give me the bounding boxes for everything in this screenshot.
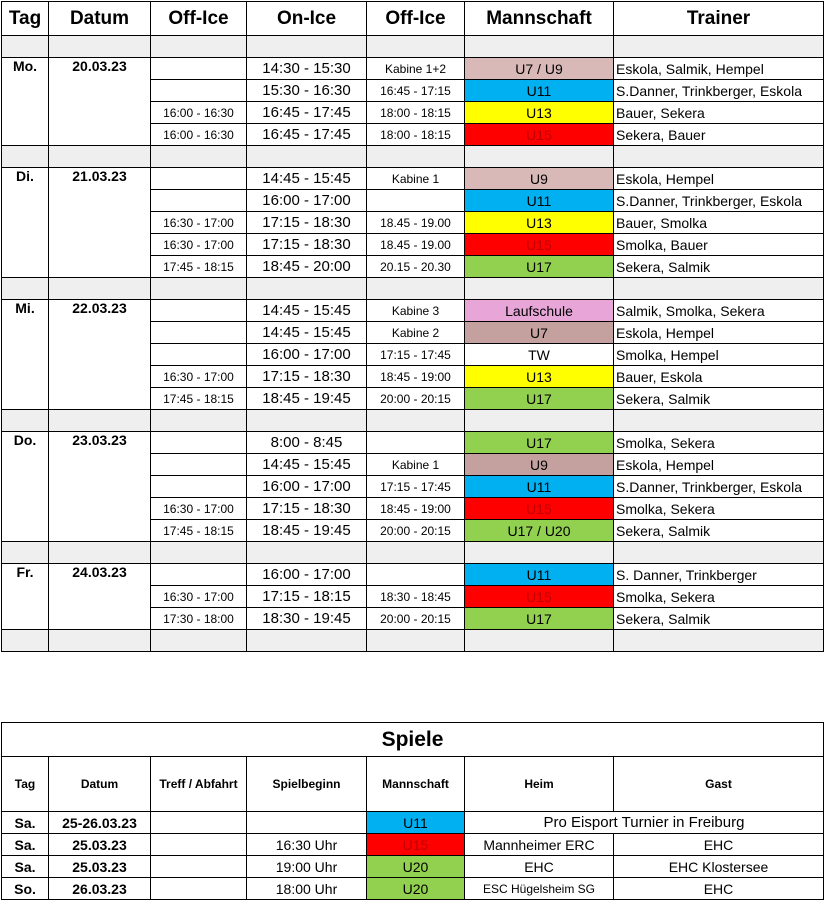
- header-off-ice-after: Off-Ice: [367, 2, 465, 36]
- trainer-cell: Eskola, Hempel: [614, 454, 824, 476]
- game-date-cell: 25.03.23: [49, 834, 151, 856]
- team-cell: U15: [465, 498, 614, 520]
- header-on-ice: On-Ice: [247, 2, 367, 36]
- off-ice-after-cell: 18:45 - 19:00: [367, 498, 465, 520]
- games-title: Spiele: [2, 723, 824, 757]
- on-ice-cell: 16:00 - 17:00: [247, 344, 367, 366]
- off-ice-after-cell: Kabine 3: [367, 300, 465, 322]
- trainer-cell: S. Danner, Trinkberger: [614, 564, 824, 586]
- date-cell: 22.03.23: [49, 300, 151, 410]
- off-ice-after-cell: Kabine 1: [367, 168, 465, 190]
- games-header-row: [2, 757, 824, 812]
- trainer-cell: S.Danner, Trinkberger, Eskola: [614, 476, 824, 498]
- games-header-tag: Tag: [2, 757, 49, 812]
- on-ice-cell: 14:45 - 15:45: [247, 454, 367, 476]
- game-team-cell: U20: [367, 856, 465, 878]
- game-date-cell: 25-26.03.23: [49, 812, 151, 834]
- off-ice-after-cell: 20:00 - 20:15: [367, 520, 465, 542]
- off-ice-cell: 16:30 - 17:00: [151, 586, 247, 608]
- trainer-cell: Salmik, Smolka, Sekera: [614, 300, 824, 322]
- on-ice-cell: 14:30 - 15:30: [247, 58, 367, 80]
- off-ice-cell: 16:30 - 17:00: [151, 366, 247, 388]
- on-ice-cell: 18:30 - 19:45: [247, 608, 367, 630]
- table-row: [2, 856, 824, 878]
- trainer-cell: Sekera, Bauer: [614, 124, 824, 146]
- trainer-cell: Smolka, Bauer: [614, 234, 824, 256]
- game-team-cell: U15: [367, 834, 465, 856]
- trainer-cell: Sekera, Salmik: [614, 520, 824, 542]
- date-cell: 21.03.23: [49, 168, 151, 278]
- trainer-cell: Smolka, Sekera: [614, 432, 824, 454]
- game-day-cell: Sa.: [2, 856, 49, 878]
- date-cell: 24.03.23: [49, 564, 151, 630]
- off-ice-after-cell: 18:45 - 19:00: [367, 366, 465, 388]
- game-heim-cell: EHC: [465, 856, 614, 878]
- team-cell: U13: [465, 366, 614, 388]
- on-ice-cell: 16:00 - 17:00: [247, 476, 367, 498]
- day-cell: Mo.: [2, 58, 49, 146]
- game-treff-cell: [151, 878, 247, 900]
- header-tag: Tag: [2, 2, 49, 36]
- on-ice-cell: 16:45 - 17:45: [247, 102, 367, 124]
- off-ice-cell: 17:45 - 18:15: [151, 388, 247, 410]
- game-start-cell: 16:30 Uhr: [247, 834, 367, 856]
- team-cell: U15: [465, 586, 614, 608]
- game-day-cell: Sa.: [2, 812, 49, 834]
- game-date-cell: 26.03.23: [49, 878, 151, 900]
- off-ice-cell: 17:30 - 18:00: [151, 608, 247, 630]
- day-cell: Mi.: [2, 300, 49, 410]
- game-treff-cell: [151, 812, 247, 834]
- trainer-cell: Smolka, Hempel: [614, 344, 824, 366]
- game-heim-cell: Pro Eisport Turnier in Freiburg: [465, 812, 824, 834]
- on-ice-cell: 16:00 - 17:00: [247, 190, 367, 212]
- table-row: [2, 812, 824, 834]
- trainer-cell: Eskola, Hempel: [614, 168, 824, 190]
- game-gast-cell: EHC: [614, 878, 824, 900]
- header-datum: Datum: [49, 2, 151, 36]
- day-cell: Do.: [2, 432, 49, 542]
- team-cell: U17: [465, 256, 614, 278]
- date-cell: 23.03.23: [49, 432, 151, 542]
- on-ice-cell: 8:00 - 8:45: [247, 432, 367, 454]
- trainer-cell: Bauer, Sekera: [614, 102, 824, 124]
- game-heim-cell: Mannheimer ERC: [465, 834, 614, 856]
- off-ice-cell: [151, 476, 247, 498]
- trainer-cell: Smolka, Sekera: [614, 586, 824, 608]
- team-cell: U9: [465, 168, 614, 190]
- team-cell: U17: [465, 432, 614, 454]
- team-cell: U15: [465, 234, 614, 256]
- header-off-ice: Off-Ice: [151, 2, 247, 36]
- trainer-cell: Sekera, Salmik: [614, 388, 824, 410]
- off-ice-cell: [151, 168, 247, 190]
- trainer-cell: Sekera, Salmik: [614, 256, 824, 278]
- team-cell: U7 / U9: [465, 58, 614, 80]
- game-start-cell: [247, 812, 367, 834]
- trainer-cell: S.Danner, Trinkberger, Eskola: [614, 80, 824, 102]
- off-ice-cell: 16:30 - 17:00: [151, 498, 247, 520]
- game-date-cell: 25.03.23: [49, 856, 151, 878]
- off-ice-cell: [151, 80, 247, 102]
- on-ice-cell: 15:30 - 16:30: [247, 80, 367, 102]
- table-row: [2, 432, 824, 454]
- off-ice-cell: [151, 58, 247, 80]
- trainer-cell: Smolka, Sekera: [614, 498, 824, 520]
- off-ice-after-cell: Kabine 1+2: [367, 58, 465, 80]
- trainer-cell: S.Danner, Trinkberger, Eskola: [614, 190, 824, 212]
- on-ice-cell: 17:15 - 18:30: [247, 212, 367, 234]
- off-ice-cell: 17:45 - 18:15: [151, 256, 247, 278]
- game-heim-cell: ESC Hügelsheim SG: [465, 878, 614, 900]
- off-ice-cell: 16:00 - 16:30: [151, 102, 247, 124]
- training-schedule-table: [1, 1, 824, 652]
- training-header-row: [2, 2, 824, 36]
- off-ice-after-cell: 17:15 - 17:45: [367, 344, 465, 366]
- on-ice-cell: 17:15 - 18:15: [247, 586, 367, 608]
- off-ice-after-cell: 16:45 - 17:15: [367, 80, 465, 102]
- team-cell: U9: [465, 454, 614, 476]
- on-ice-cell: 14:45 - 15:45: [247, 300, 367, 322]
- off-ice-cell: [151, 190, 247, 212]
- trainer-cell: Eskola, Salmik, Hempel: [614, 58, 824, 80]
- off-ice-cell: [151, 564, 247, 586]
- on-ice-cell: 18:45 - 20:00: [247, 256, 367, 278]
- off-ice-after-cell: Kabine 1: [367, 454, 465, 476]
- games-header-spielbeginn: Spielbeginn: [247, 757, 367, 812]
- games-title-row: [2, 723, 824, 757]
- table-row: [2, 834, 824, 856]
- on-ice-cell: 14:45 - 15:45: [247, 168, 367, 190]
- table-row: [2, 168, 824, 190]
- trainer-cell: Bauer, Smolka: [614, 212, 824, 234]
- off-ice-cell: 16:00 - 16:30: [151, 124, 247, 146]
- team-cell: U17: [465, 388, 614, 410]
- team-cell: TW: [465, 344, 614, 366]
- team-cell: Laufschule: [465, 300, 614, 322]
- spacer-row: [2, 410, 824, 432]
- trainer-cell: Eskola, Hempel: [614, 322, 824, 344]
- off-ice-cell: [151, 344, 247, 366]
- team-cell: U11: [465, 476, 614, 498]
- date-cell: 20.03.23: [49, 58, 151, 146]
- off-ice-after-cell: 18.45 - 19.00: [367, 234, 465, 256]
- off-ice-cell: [151, 454, 247, 476]
- team-cell: U11: [465, 80, 614, 102]
- spacer-row: [2, 542, 824, 564]
- on-ice-cell: 17:15 - 18:30: [247, 498, 367, 520]
- games-header-gast: Gast: [614, 757, 824, 812]
- off-ice-after-cell: 17:15 - 17:45: [367, 476, 465, 498]
- games-header-treff: Treff / Abfahrt: [151, 757, 247, 812]
- off-ice-after-cell: [367, 564, 465, 586]
- off-ice-cell: 16:30 - 17:00: [151, 234, 247, 256]
- off-ice-cell: [151, 322, 247, 344]
- team-cell: U7: [465, 322, 614, 344]
- on-ice-cell: 17:15 - 18:30: [247, 366, 367, 388]
- header-mannschaft: Mannschaft: [465, 2, 614, 36]
- on-ice-cell: 16:00 - 17:00: [247, 564, 367, 586]
- team-cell: U17: [465, 608, 614, 630]
- off-ice-cell: [151, 300, 247, 322]
- spacer-row: [2, 278, 824, 300]
- off-ice-after-cell: 20.15 - 20.30: [367, 256, 465, 278]
- games-header-mannschaft: Mannschaft: [367, 757, 465, 812]
- game-start-cell: 19:00 Uhr: [247, 856, 367, 878]
- trainer-cell: Bauer, Eskola: [614, 366, 824, 388]
- off-ice-after-cell: [367, 190, 465, 212]
- spacer-row: [2, 146, 824, 168]
- table-row: [2, 58, 824, 80]
- game-gast-cell: EHC Klostersee: [614, 856, 824, 878]
- game-team-cell: U11: [367, 812, 465, 834]
- game-day-cell: So.: [2, 878, 49, 900]
- off-ice-after-cell: 18:00 - 18:15: [367, 102, 465, 124]
- on-ice-cell: 17:15 - 18:30: [247, 234, 367, 256]
- off-ice-after-cell: Kabine 2: [367, 322, 465, 344]
- team-cell: U13: [465, 212, 614, 234]
- off-ice-after-cell: 18.45 - 19.00: [367, 212, 465, 234]
- team-cell: U13: [465, 102, 614, 124]
- off-ice-after-cell: [367, 432, 465, 454]
- team-cell: U15: [465, 124, 614, 146]
- day-cell: Di.: [2, 168, 49, 278]
- team-cell: U17 / U20: [465, 520, 614, 542]
- team-cell: U11: [465, 564, 614, 586]
- on-ice-cell: 14:45 - 15:45: [247, 322, 367, 344]
- on-ice-cell: 18:45 - 19:45: [247, 388, 367, 410]
- off-ice-cell: [151, 432, 247, 454]
- off-ice-after-cell: 20:00 - 20:15: [367, 388, 465, 410]
- spacer-row: [2, 630, 824, 652]
- off-ice-cell: 17:45 - 18:15: [151, 520, 247, 542]
- games-table: [1, 722, 824, 900]
- table-row: [2, 300, 824, 322]
- game-treff-cell: [151, 834, 247, 856]
- off-ice-after-cell: 18:30 - 18:45: [367, 586, 465, 608]
- off-ice-cell: 16:30 - 17:00: [151, 212, 247, 234]
- team-cell: U11: [465, 190, 614, 212]
- trainer-cell: Sekera, Salmik: [614, 608, 824, 630]
- spacer-row: [2, 36, 824, 58]
- day-cell: Fr.: [2, 564, 49, 630]
- off-ice-after-cell: 18:00 - 18:15: [367, 124, 465, 146]
- game-treff-cell: [151, 856, 247, 878]
- game-day-cell: Sa.: [2, 834, 49, 856]
- table-row: [2, 878, 824, 900]
- table-row: [2, 564, 824, 586]
- game-gast-cell: EHC: [614, 834, 824, 856]
- on-ice-cell: 16:45 - 17:45: [247, 124, 367, 146]
- off-ice-after-cell: 20:00 - 20:15: [367, 608, 465, 630]
- game-team-cell: U20: [367, 878, 465, 900]
- games-header-datum: Datum: [49, 757, 151, 812]
- game-start-cell: 18:00 Uhr: [247, 878, 367, 900]
- games-header-heim: Heim: [465, 757, 614, 812]
- header-trainer: Trainer: [614, 2, 824, 36]
- on-ice-cell: 18:45 - 19:45: [247, 520, 367, 542]
